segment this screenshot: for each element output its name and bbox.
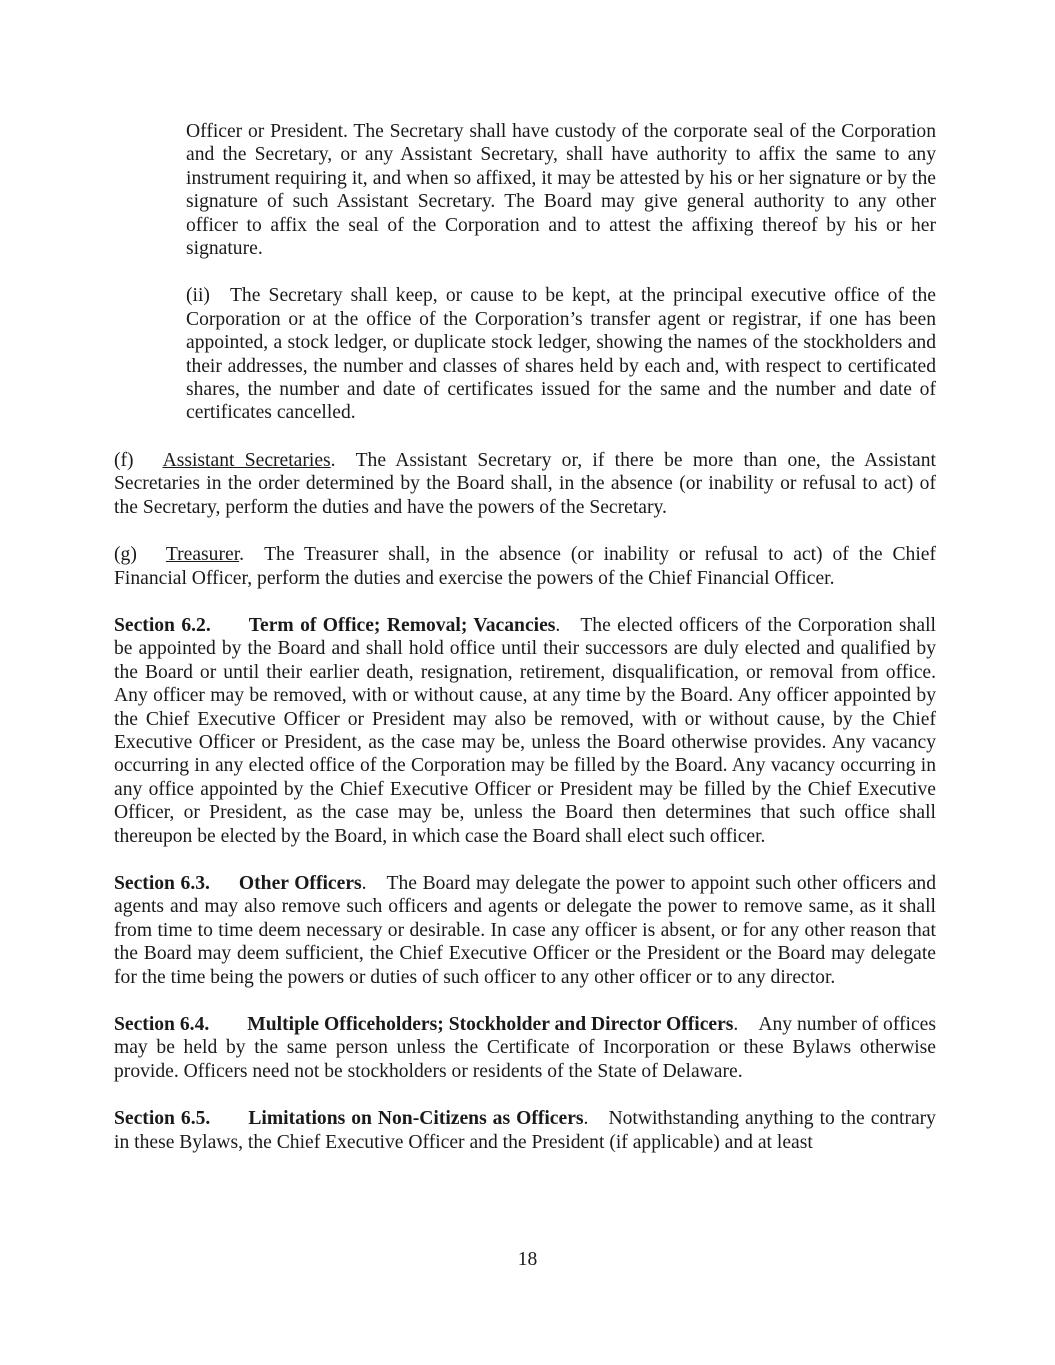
tab-spacer — [210, 300, 230, 301]
tab-spacer — [134, 465, 163, 466]
tab-spacer — [588, 1123, 608, 1124]
assistant-secretaries-paragraph — [114, 449, 936, 519]
tab-spacer — [211, 630, 249, 631]
section-heading-run: Term of Office; Removal; Vacancies — [248, 614, 556, 636]
text-run: . — [330, 449, 336, 471]
section-heading-run: Section 6.2. — [114, 614, 211, 636]
text-run: (f) — [114, 449, 134, 471]
defined-term-run: Assistant Secretaries — [162, 449, 331, 471]
document-body — [114, 120, 936, 1154]
text-run: Officer or President. The Secretary shall have custody of the corporate seal of the Corporation and the Secretary, or any Assistant Secretary, shall have authority to affix the same to any instrument requiring it, and when so affixed, it may be attested by his or her signature or by the signature of such Assistant Secretary. The Board may give general authority to any other officer to affix the seal of the Corporation and to attest the affixing thereof by his or her signature. — [186, 121, 936, 260]
tab-spacer — [560, 630, 580, 631]
section-6-2-paragraph — [114, 614, 936, 848]
tab-spacer — [367, 888, 387, 889]
corporate-seal-continuation-paragraph — [186, 120, 936, 260]
text-run: . — [239, 544, 245, 566]
text-run: The Board may delegate the power to appoint such other officers and agents and may also remove such officers and agents or delegate the power to remove same, as it shall from time to time deem necessary or desirable. In case any officer is absent, or for any other reason that the Board may deem sufficient, the Chief Executive Officer or the President or the Board may delegate for the time being the powers or duties of such officer to any other officer or to any director. — [114, 872, 936, 988]
defined-term-run: Treasurer — [165, 544, 240, 566]
text-run: . — [583, 1108, 589, 1130]
text-run: . — [555, 614, 561, 636]
section-6-5-paragraph — [114, 1107, 936, 1154]
section-heading-run: Section 6.5. — [114, 1108, 211, 1130]
tab-spacer — [209, 1029, 247, 1030]
section-heading-run: Section 6.4. — [114, 1014, 210, 1035]
text-run: Notwithstanding anything to the contrary in these Bylaws, the Chief Executive Officer and the President (if applicable) and at least — [114, 1108, 936, 1153]
tab-spacer — [336, 465, 356, 466]
text-run: The Treasurer shall, in the absence (or inability or refusal to act) of the Chief Financial Officer, perform the duties and exercise the powers of the Chief Financial Officer. — [114, 544, 936, 589]
tab-spacer — [244, 559, 264, 560]
section-heading-run: Other Officers — [238, 872, 362, 894]
tab-spacer — [210, 888, 239, 889]
page-number: 18 — [517, 1249, 538, 1270]
section-heading-run: Multiple Officeholders; Stockholder and Director Officers — [247, 1014, 734, 1035]
text-run: The Secretary shall keep, or cause to be kept, at the principal executive office of the Corporation or at the office of the Corporation’s transfer agent or registrar, if one has been appointed, a stock ledger, or duplicate stock ledger, showing the names of the stockholders and their addresses, the number and classes of shares held by each and, with respect to certificated shares, the number and date of certificates issued for the same and the number and date of certificates cancelled. — [186, 285, 936, 424]
tab-spacer — [738, 1029, 758, 1030]
text-run: . — [733, 1014, 739, 1035]
text-run: The elected officers of the Corporation shall be appointed by the Board and shall hold office until their successors are duly elected and qualified by the Board or until their earlier death, resignation, retirement, disqualification, or removal from office. Any officer may be removed, with or without cause, at any time by the Board. Any officer appointed by the Chief Executive Officer or President may also be removed, with or without cause, by the Chief Executive Officer or President, as the case may be, unless the Board otherwise provides. Any vacancy occurring in any elected office of the Corporation may be filled by the Board. Any vacancy occurring in any office appointed by the Chief Executive Officer or President may be filled by the Chief Executive Officer, or President, as the case may be, unless the Board then determines that such office shall thereupon be elected by the Board, in which case the Board shall elect such officer. — [114, 614, 936, 847]
text-run: (ii) — [186, 285, 210, 307]
text-run: . — [361, 872, 367, 894]
treasurer-paragraph — [114, 543, 936, 590]
section-6-4-paragraph — [114, 1013, 936, 1083]
section-heading-run: Section 6.3. — [114, 872, 210, 894]
section-6-3-paragraph — [114, 872, 936, 989]
text-run: The Assistant Secretary or, if there be more than one, the Assistant Secretaries in the order determined by the Board shall, in the absence (or inability or refusal to act) of the Secretary, perform the duties and have the powers of the Secretary. — [114, 449, 936, 518]
stock-ledger-paragraph — [186, 284, 936, 424]
tab-spacer — [137, 559, 166, 560]
tab-spacer — [210, 1123, 248, 1124]
text-run: Any number of offices may be held by the same person unless the Certificate of Incorporation or these Bylaws otherwise provide. Officers need not be stockholders or residents of the State of Delaware. — [114, 1014, 936, 1082]
text-run: (g) — [114, 544, 137, 566]
section-heading-run: Limitations on Non-Citizens as Officers — [248, 1108, 584, 1130]
